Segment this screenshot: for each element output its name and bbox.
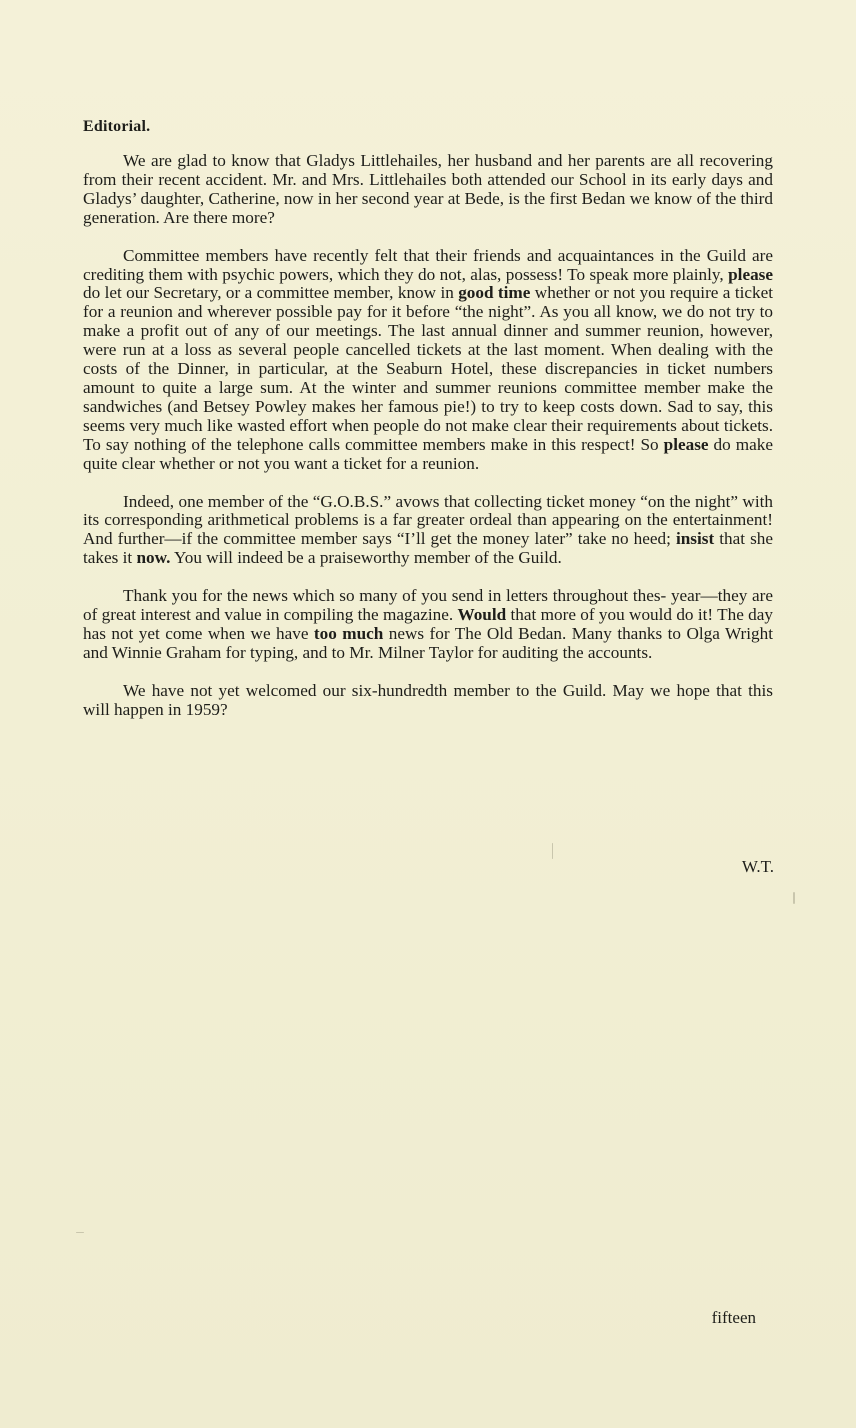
paragraph-ticket-money [83,493,773,569]
paper-speck [552,843,553,859]
text-run: We are glad to know that Gladys Littlehailes, her husband and her parents are all recovering from their recent accident. Mr. and Mrs. Littlehailes both attended our School in its early days and Gladys’ daughter, Catherine, now in her second year at Bede, is the first Bedan we know of the third generation. Are there more? [83,151,773,227]
emphasis-please: please [663,434,709,454]
text-run: We have not yet welcomed our six-hundredth member to the Guild. May we hope that this will happen in 1959? [83,680,773,719]
paper-speck [793,892,795,904]
paragraph-ticket-requests [83,247,773,474]
page-number: fifteen [711,1308,756,1327]
emphasis-please: please [728,264,773,284]
text-run: You will indeed be a praiseworthy member of the Guild. [170,548,562,568]
text-run: Indeed, one member of the “G.O.B.S.” avows that collecting ticket money “on the night” with its corresponding arithmetical problems is a far greater ordeal than appearing on the entertainment! And further—if the committee member says “I’ll get the money later” take no heed; [83,491,773,549]
text-run: that more of you would do it! The day has not yet come when we have [83,605,773,643]
text-run: that she takes it [83,529,773,568]
editor-signature: W.T. [741,857,774,876]
text-run: Thank you for the news which so many of you send in letters throughout thes- year—they are of great interest and value in compiling the magazine. [83,586,773,625]
editorial-heading: Editorial. [83,118,151,135]
text-run: news for The Old Bedan. Many thanks to Olga Wright and Winnie Graham for typing, and to Mr. Milner Taylor for auditing the accounts. [83,623,773,662]
emphasis-now: now. [136,548,171,568]
paragraph-thanks [83,587,773,663]
text-run: do make quite clear whether or not you want a ticket for a reunion. [83,434,773,473]
paragraph-membership [83,682,773,720]
text-run: Committee members have recently felt that their friends and acquaintances in the Guild are crediting them with psychic powers, which they do not, alas, possess! To speak more plainly, [83,245,773,284]
emphasis-insist: insist [675,529,715,549]
emphasis-too-much: too much [313,623,384,643]
text-run: do let our Secretary, or a committee member, know in [83,283,459,303]
editorial-body [83,152,773,739]
paper-speck [76,1232,84,1233]
paragraph-family-news [83,152,773,228]
emphasis-good-time: good time [458,283,531,303]
text-run: whether or not you require a ticket for a reunion and wherever possible pay for it before “the night”. As you all know, we do not try to make a profit out of any of our meetings. The last annual dinner and summer reunion, however, were run at a loss as several people cancelled tickets at the last moment. When dealing with the costs of the Dinner, in particular, at the Seaburn Hotel, these discrepancies in ticket numbers amount to quite a large sum. At the winter and summer reunions committee member make the sandwiches (and Betsey Powley makes her famous pie!) to try to keep costs down. Sad to say, this seems very much like wasted effort when people do not make clear their requirements about tickets. To say nothing of the telephone calls committee members make in this respect! So [83,283,773,454]
emphasis-would: Would [457,605,507,625]
